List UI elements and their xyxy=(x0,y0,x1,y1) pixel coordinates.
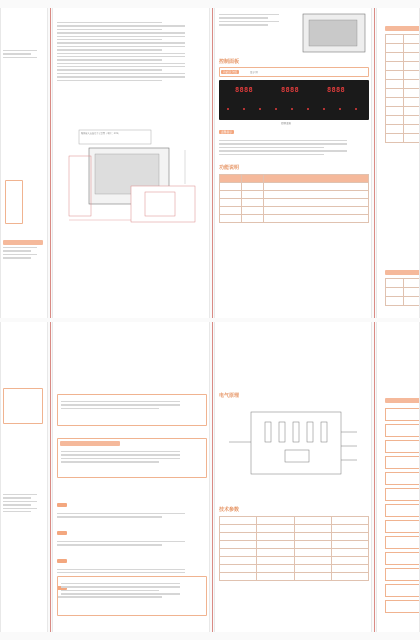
text-line xyxy=(57,53,185,54)
text-line xyxy=(61,590,159,591)
fold-line xyxy=(374,322,375,632)
control-caption: 控制面板 xyxy=(281,122,292,125)
text-line xyxy=(3,53,31,54)
text-line xyxy=(3,494,37,495)
wiring-diagram xyxy=(225,402,365,492)
service-row xyxy=(385,488,420,501)
table-header-bar xyxy=(385,270,420,275)
step-label xyxy=(57,559,67,563)
warranty-box xyxy=(57,576,207,616)
text-line xyxy=(61,401,180,402)
text-line xyxy=(57,59,162,60)
text-line xyxy=(57,80,162,81)
section-title-wiring: 电气原理 xyxy=(219,393,240,399)
service-row xyxy=(385,568,420,581)
service-row xyxy=(385,552,420,565)
text-line xyxy=(61,451,180,452)
text-line xyxy=(57,66,185,67)
table-header-bar xyxy=(385,398,420,403)
section-title-functions: 功能说明 xyxy=(219,165,240,171)
text-line xyxy=(61,597,159,598)
text-line xyxy=(57,541,185,542)
text-line xyxy=(57,25,185,26)
accessory-table xyxy=(385,34,420,143)
instruction-box xyxy=(57,438,207,478)
text-line xyxy=(3,508,37,509)
text-line xyxy=(57,36,185,37)
text-line xyxy=(57,569,185,570)
text-line xyxy=(57,39,162,40)
service-row xyxy=(385,504,420,517)
fold-line xyxy=(50,322,51,632)
text-line xyxy=(3,250,31,251)
function-table xyxy=(219,174,369,223)
service-row xyxy=(385,472,420,485)
text-line xyxy=(61,586,180,587)
text-line xyxy=(57,29,162,30)
text-line xyxy=(61,458,180,459)
text-line xyxy=(219,147,324,148)
service-row xyxy=(385,440,420,453)
text-line xyxy=(3,247,37,248)
panel-left-edge xyxy=(0,8,48,318)
fold-line xyxy=(212,322,213,632)
display-digits-mid: 8888 xyxy=(281,86,300,94)
text-line xyxy=(61,583,180,584)
text-line xyxy=(57,42,185,43)
display-digits-left: 8888 xyxy=(235,86,254,94)
manual-row-top xyxy=(0,8,420,318)
manual-row-bottom xyxy=(0,322,420,632)
display-legend-sub: 显示屏 xyxy=(250,71,258,74)
spec-table xyxy=(219,516,369,581)
panel-left-edge-bottom xyxy=(0,322,48,632)
text-line xyxy=(57,73,185,74)
tips-label: 温馨提示 xyxy=(221,130,233,134)
text-line xyxy=(57,56,185,57)
text-line xyxy=(219,21,279,22)
text-line xyxy=(57,544,162,545)
text-line xyxy=(61,593,180,594)
touch-key[interactable] xyxy=(259,108,261,110)
touch-key[interactable] xyxy=(291,108,293,110)
touch-key[interactable] xyxy=(307,108,309,110)
text-line xyxy=(219,17,268,18)
text-line xyxy=(3,497,31,498)
caution-box xyxy=(57,394,207,426)
cabinet-left xyxy=(69,156,91,216)
diagram-box-title: 整体嵌入安装尺寸示意图（单位：mm） xyxy=(81,132,121,135)
oven-front-figure xyxy=(301,12,367,54)
panel-control xyxy=(214,8,372,318)
text-line xyxy=(57,32,185,33)
display-digits-right: 8888 xyxy=(327,86,346,94)
touch-key[interactable] xyxy=(243,108,245,110)
text-line xyxy=(3,504,31,505)
cabinet-cutout xyxy=(145,192,175,216)
text-line xyxy=(57,76,185,77)
text-line xyxy=(219,24,268,25)
text-line xyxy=(61,404,180,405)
panel-installation xyxy=(52,8,210,318)
text-line xyxy=(57,516,162,517)
notice-box xyxy=(3,388,43,424)
text-line xyxy=(3,57,37,58)
text-line xyxy=(57,46,185,47)
oven-side-figure xyxy=(5,180,23,224)
service-row xyxy=(385,536,420,549)
text-line xyxy=(219,150,347,151)
text-line xyxy=(57,49,162,50)
service-row xyxy=(385,584,420,597)
touch-key-power[interactable] xyxy=(227,108,229,110)
service-row xyxy=(385,456,420,469)
text-line xyxy=(57,69,162,70)
text-line xyxy=(219,14,279,15)
box-header xyxy=(60,441,120,446)
panel-right-edge xyxy=(376,8,420,318)
mode-table xyxy=(385,278,420,306)
display-legend-label: 功能区介绍 xyxy=(223,70,237,74)
fold-line xyxy=(212,8,213,318)
installation-diagram xyxy=(61,126,203,226)
text-line xyxy=(219,154,324,155)
touch-key[interactable] xyxy=(275,108,277,110)
text-line xyxy=(219,143,347,144)
text-line xyxy=(3,50,37,51)
step-label xyxy=(57,503,67,507)
text-line xyxy=(57,513,185,514)
text-line xyxy=(57,572,185,573)
text-line xyxy=(3,254,37,255)
text-line xyxy=(61,408,159,409)
fold-line xyxy=(50,8,51,318)
touch-key[interactable] xyxy=(339,108,341,110)
section-title-specs: 技术参数 xyxy=(219,507,240,513)
text-line xyxy=(219,140,347,141)
service-row xyxy=(385,600,420,613)
text-line xyxy=(57,63,185,64)
section-title-control: 控制面板 xyxy=(219,59,240,65)
text-line xyxy=(3,511,31,512)
panel-wiring-specs xyxy=(214,322,372,632)
control-display-panel xyxy=(219,80,369,120)
panel-cleaning xyxy=(52,322,210,632)
touch-key-start[interactable] xyxy=(355,108,357,110)
service-row xyxy=(385,424,420,437)
text-line xyxy=(3,257,31,258)
text-line xyxy=(3,501,37,502)
display-legend-bar xyxy=(219,67,369,77)
text-line xyxy=(61,461,159,462)
step-label xyxy=(57,531,67,535)
table-header-bar xyxy=(3,240,43,245)
service-row xyxy=(385,520,420,533)
service-row xyxy=(385,408,420,421)
fold-line xyxy=(374,8,375,318)
touch-key[interactable] xyxy=(323,108,325,110)
table-header-bar xyxy=(385,26,420,31)
panel-right-edge-bottom xyxy=(376,322,420,632)
text-line xyxy=(61,454,180,455)
text-line xyxy=(57,22,162,23)
